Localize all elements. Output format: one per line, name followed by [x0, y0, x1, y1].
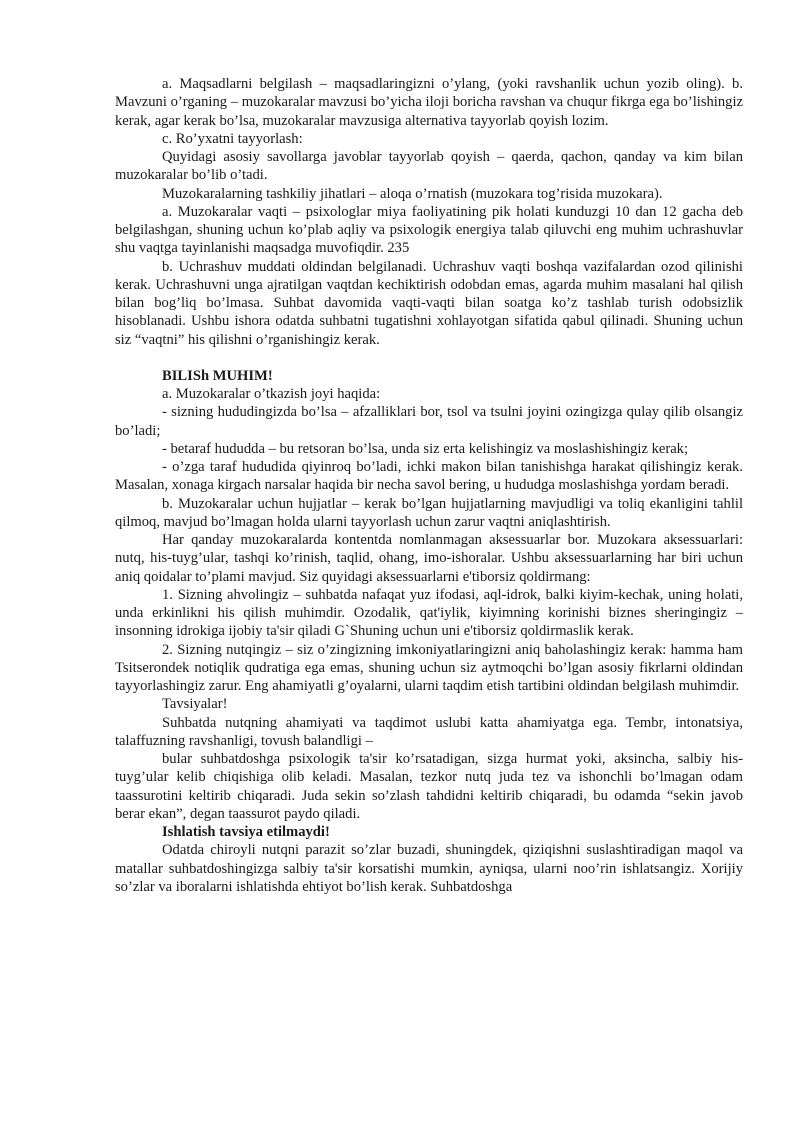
paragraph-own-territory: - sizning hududingizda bo’lsa – afzalliklari bor, tsol va tsulni joyini ozingizga qulay qilib olsangiz bo’ladi; [115, 404, 743, 439]
paragraph-list-prep: c. Ro’yxatni tayyorlash: [162, 130, 303, 147]
paragraph-organizational: Muzokaralarning tashkiliy jihatlari – aloqa o’rnatish (muzokara tog’risida muzokara). [162, 185, 663, 202]
paragraph-venue: a. Muzokaralar o’tkazish joyi haqida: [162, 386, 381, 402]
paragraph-recommendations: Tavsiyalar! [162, 696, 228, 713]
document-page [115, 75, 743, 896]
paragraph-key-questions: Quyidagi asosiy savollarga javoblar tayyorlab qoyish – qaerda, qachon, qanday va kim bilan muzokaralar bo’lib o’tadi. [115, 149, 743, 184]
paragraph-appearance: 1. Sizning ahvolingiz – suhbatda nafaqat yuz ifodasi, aql-idrok, balki kiyim-kechak, uning holati, unda erkinlikni his qilish muhimdir. Ozodalik, qat'iylik, kiyimning korinishi biznes sheringingiz – insonning idrokiga ijobiy ta'sir qiladi G`Shuning uchun uni e'tiborsiz qoldirmaslik kerak. [115, 586, 743, 640]
paragraph-speech-effects: bular suhbatdoshga psixologik ta'sir ko’rsatadigan, sizga hurmat yoki, aksincha, salbiy his-tuyg’ular kelib chiqishiga olib keladi. Masalan, tezkor nutq juda tez va ishonchli bo’lmagan odam taassurotini keltirib chiqaradi. Juda sekin so’zlash tahdidni keltirib chiqaradi, bu odamda “sekin javob berar ekan”, degan taassurot paydo qiladi. [115, 751, 743, 822]
paragraph-speech: 2. Sizning nutqingiz – siz o’zingizning imkoniyatlaringizni aniq baholashingiz kerak: hamma ham Tsitserondek notiqlik qudratiga ega emas, shuning uchun siz aytmoqchi bo’lgan asosiy fikrlarni oldindan tayyorlashingiz zarur. Eng ahamiyatli g’oyalarni, ularni taqdim etish tartibini oldindan belgilash muhimdir. [115, 641, 743, 694]
paragraph-other-territory: - o’zga taraf hududida qiyinroq bo’ladi, ichki makon bilan tanishishga harakat qilishingiz kerak. Masalan, xonaga kirgach narsalar haqida bir necha savol bering, u hududga moslashishga yordam beradi. [115, 459, 743, 494]
paragraph-parasite-words: Odatda chiroyli nutqni parazit so’zlar buzadi, shuningdek, qiziqishni suslashtiradigan maqol va matallar suhbatdoshingizga salbiy ta'sir korsatishi mumkin, ayniqsa, ularni noo’rin ishlatsangiz. Xorijiy so’zlar va iboralarni ishlatishda ehtiyot bo’lish kerak. Suhbatdoshga [115, 842, 743, 895]
paragraph-duration: b. Uchrashuv muddati oldindan belgilanadi. Uchrashuv vaqti boshqa vazifalardan ozod qilinishi kerak. Uchrashuvni unga ajratilgan vaqtdan kechiktirish odobdan emas, agarda muhim masalani hal qilish bilan bog’liq bo’lmasa. Suhbat davomida vaqti-vaqti bilan soatga ko’z tashlab turish odobsizlik hisoblanadi. Ushbu ishora odatda suhbatni tugatishni xohlayotgan sifatida qabul qilinadi. Shuning uchun siz “vaqtni” his qilishni o’rganishingiz kerak. [115, 258, 743, 348]
paragraph-goals: a. Maqsadlarni belgilash – maqsadlaringizni o’ylang, (yoki ravshanlik uchun yozib oling). b. Mavzuni o’rganing – muzokaralar mavzusi bo’yicha iloji boricha ravshan va chuqur fikrga ega bo’lishingiz kerak, agar kerak bo’lsa, muzokaralar mavzusiga alternativa tayyorlab qoyish lozim. [115, 76, 743, 129]
heading-not-recommended: Ishlatish tavsiya etilmaydi! [162, 824, 330, 840]
paragraph-time: a. Muzokaralar vaqti – psixologlar miya faoliyatining pik holati kunduzgi 10 dan 12 gacha deb belgilashgan, shuning uchun ko’plab aqliy va psixologik energiya talab qiluvchi eng muhim uchrashuvlar shu vaqtga tayinlanishi maqsadga muvofiqdir. 235 [115, 203, 743, 257]
paragraph-speech-importance: Suhbatda nutqning ahamiyati va taqdimot uslubi katta ahamiyatga ega. Tembr, intonatsiya, talaffuzning ravshanligi, tovush balandligi – [115, 714, 743, 749]
heading-important: BILISh MUHIM! [162, 367, 273, 384]
section-gap [115, 349, 743, 367]
paragraph-neutral-territory: - betaraf hududda – bu retsoran bo’lsa, unda siz erta kelishingiz va moslashishingiz kerak; [162, 440, 689, 457]
paragraph-documents: b. Muzokaralar uchun hujjatlar – kerak bo’lgan hujjatlarning mavjudligi va toliq ekanligini tahlil qilmoq, mavjud bo’lmagan holda ularni tayyorlash uchun zarur vaqtni aniqlashtirish. [115, 495, 743, 530]
paragraph-accessories: Har qanday muzokaralarda kontentda nomlanmagan aksessuarlar bor. Muzokara aksessuarlari: nutq, his-tuyg’ular, tashqi ko’rinish, taqlid, ohang, imo-ishoralar. Ushbu aksessuarlarning har biri uchun aniq qoidalar to’plami mavjud. Siz quyidagi aksessuarlarni e'tiborsiz qoldirmang: [115, 532, 743, 585]
